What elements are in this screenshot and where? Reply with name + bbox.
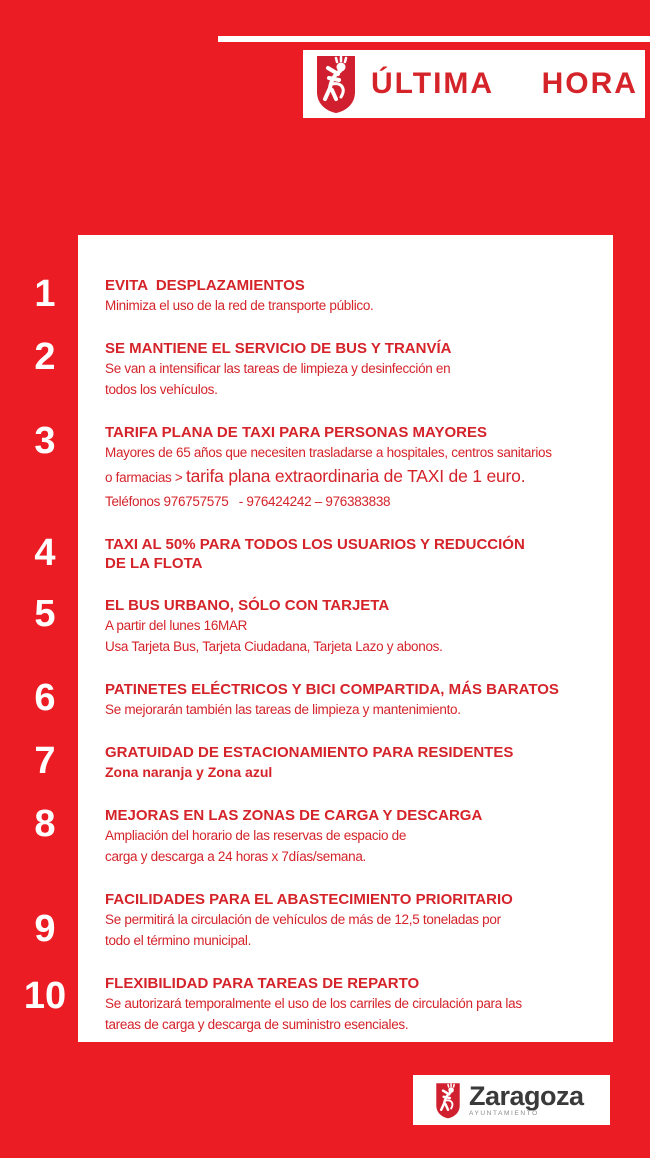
zaragoza-shield-icon (315, 54, 357, 114)
list-item (0, 740, 613, 783)
item-number: 9 (34, 908, 56, 950)
item-number: 1 (34, 273, 56, 315)
measures-list (0, 235, 613, 1058)
item-body-line (105, 463, 613, 491)
item-body-line: Usa Tarjeta Bus, Tarjeta Ciudadana, Tarjeta Lazo y abonos. (105, 639, 443, 654)
list-item (0, 974, 613, 1035)
list-item (0, 273, 613, 316)
item-body-line: Se permitirá la circulación de vehículos de más de 12,5 toneladas por (105, 912, 501, 927)
item-number: 8 (34, 803, 56, 845)
item-number: 3 (34, 420, 56, 462)
item-heading: EL BUS URBANO, SÓLO CON TARJETA (105, 597, 390, 614)
footer-sub-label: AYUNTAMIENTO (469, 1109, 539, 1117)
tariff-highlight: tarifa plana extraordinaria de TAXI de 1 euro. (185, 466, 526, 486)
item-heading: MEJORAS EN LAS ZONAS DE CARGA Y DESCARGA (105, 807, 483, 824)
list-item (0, 803, 613, 867)
item-number: 4 (34, 532, 56, 574)
item-body-line: todo el término municipal. (105, 933, 252, 948)
top-divider-line (218, 36, 650, 42)
item-body-line: Ampliación del horario de las reservas de espacio de (105, 828, 407, 843)
item-heading: SE MANTIENE EL SERVICIO DE BUS Y TRANVÍA (105, 340, 452, 357)
list-item (0, 593, 613, 657)
item-heading: EVITA DESPLAZAMIENTOS (105, 277, 305, 294)
item-heading: PATINETES ELÉCTRICOS Y BICI COMPARTIDA, MÁS BARATOS (105, 681, 559, 698)
item-heading: TARIFA PLANA DE TAXI PARA PERSONAS MAYORES (105, 424, 487, 441)
list-item (0, 532, 613, 574)
page-title: ÚLTIMA HORA (371, 67, 638, 100)
list-item (0, 677, 613, 720)
list-item (0, 890, 613, 951)
item-heading-line2: DE LA FLOTA (105, 555, 203, 572)
item-body-line: Minimiza el uso de la red de transporte público. (105, 298, 374, 313)
item-number: 6 (34, 677, 56, 719)
item-body-line: carga y descarga a 24 horas x 7días/semana. (105, 849, 367, 864)
item-body-line: Mayores de 65 años que necesiten trasladarse a hospitales, centros sanitarios (105, 445, 552, 460)
item-body-line: A partir del lunes 16MAR (105, 618, 248, 633)
tariff-prefix: o farmacias > (105, 470, 186, 485)
item-body-line: Se van a intensificar las tareas de limpieza y desinfección en (105, 361, 451, 376)
item-number: 5 (34, 593, 56, 635)
item-body-line: Zona naranja y Zona azul (105, 764, 273, 780)
footer-logo (413, 1075, 610, 1125)
item-number: 2 (34, 336, 56, 378)
zaragoza-shield-icon (435, 1082, 461, 1119)
list-item (0, 420, 613, 512)
header-banner (303, 50, 650, 118)
footer-brand-name: Zaragoza (469, 1080, 584, 1111)
item-number: 7 (34, 740, 56, 782)
item-number: 10 (23, 975, 67, 1017)
list-item (0, 336, 613, 400)
item-body-line: Se autorizará temporalmente el uso de los carriles de circulación para las (105, 996, 522, 1011)
item-body-line: Se mejorarán también las tareas de limpieza y mantenimiento. (105, 702, 461, 717)
phone-numbers: Teléfonos 976757575 - 976424242 – 976383838 (105, 494, 391, 509)
item-heading: TAXI AL 50% PARA TODOS LOS USUARIOS Y REDUCCIÓN (105, 536, 525, 553)
item-body-line: todos los vehículos. (105, 382, 218, 397)
item-heading: FLEXIBILIDAD PARA TAREAS DE REPARTO (105, 975, 420, 992)
item-body-line: tareas de carga y descarga de suministro esenciales. (105, 1017, 409, 1032)
item-heading: GRATUIDAD DE ESTACIONAMIENTO PARA RESIDENTES (105, 744, 514, 761)
item-heading: FACILIDADES PARA EL ABASTECIMIENTO PRIORITARIO (105, 891, 513, 908)
